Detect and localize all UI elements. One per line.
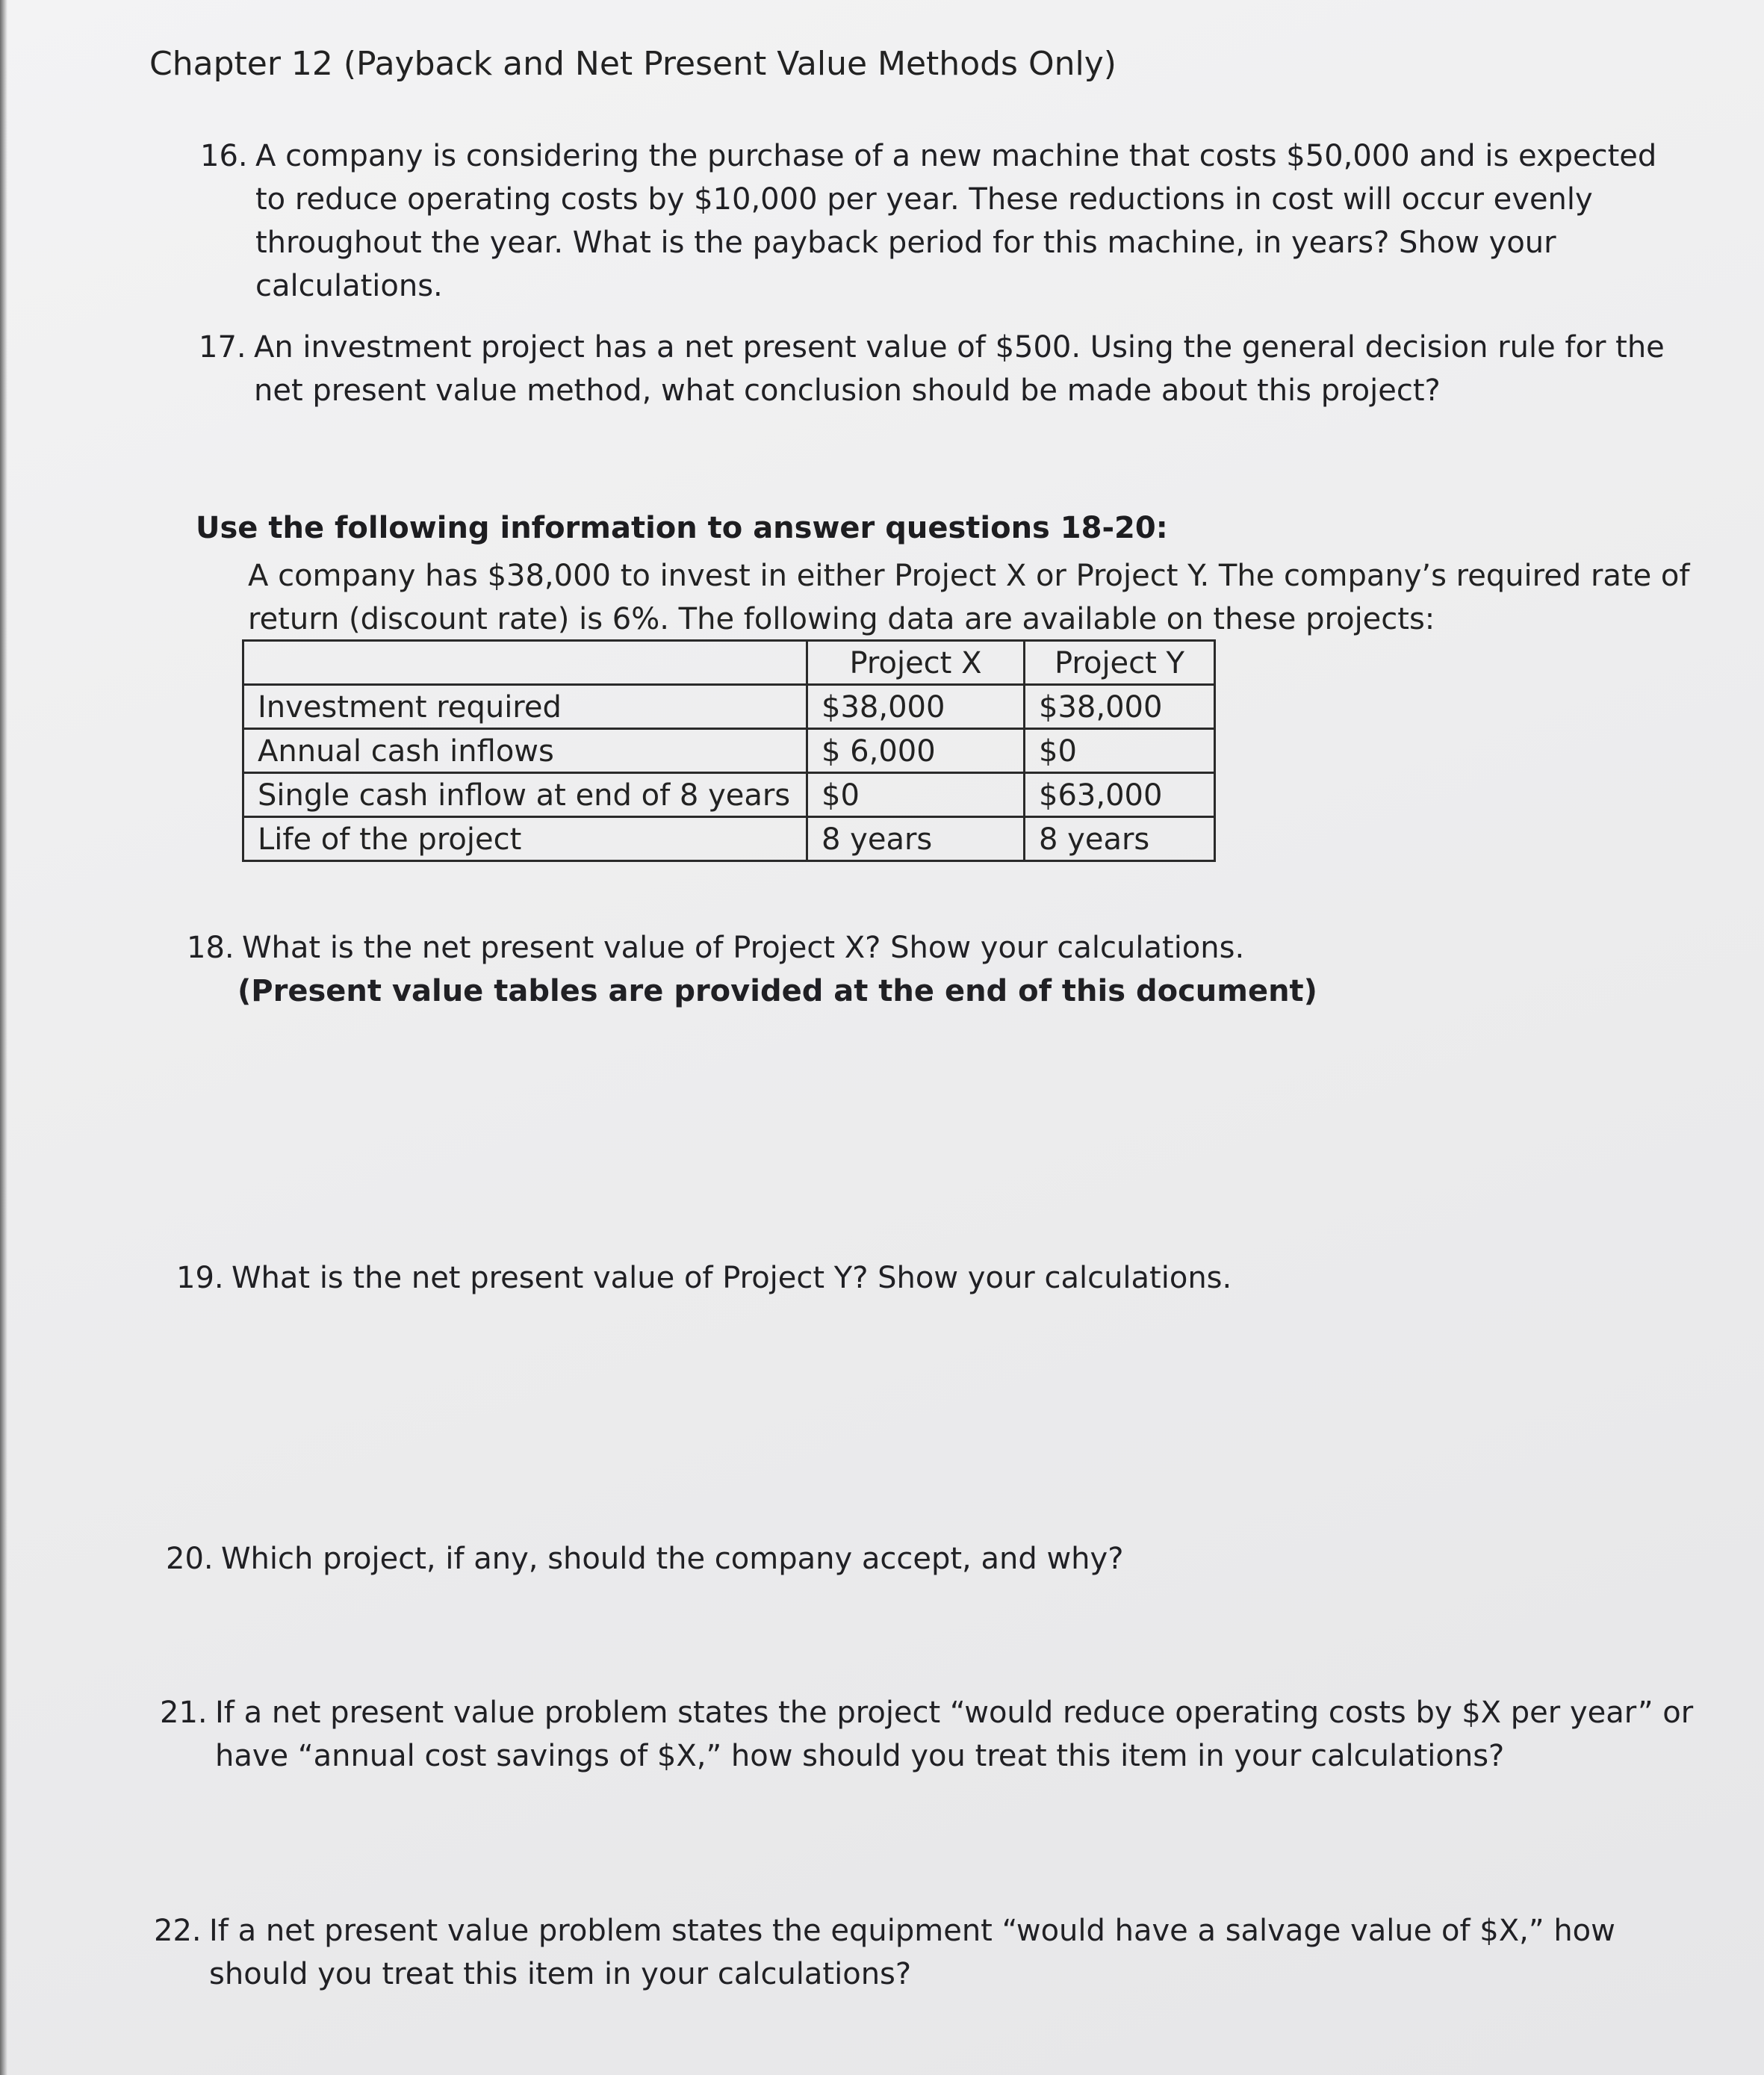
project-data-table (242, 639, 1216, 862)
question-19 (176, 1256, 1371, 1300)
table-row (243, 729, 1215, 773)
table-row (243, 773, 1215, 817)
table-row (243, 817, 1215, 861)
question-number: 17. (199, 330, 246, 365)
table-cell: $38,000 (1025, 685, 1215, 729)
question-number: 18. (187, 931, 235, 965)
table-header-cell (243, 641, 807, 685)
question-21 (160, 1691, 1698, 1778)
question-text: Which project, if any, should the company accept, and why? (221, 1542, 1124, 1576)
page-edge-shadow (0, 0, 7, 2075)
question-text: What is the net present value of Project Y? Show your calculations. (232, 1261, 1232, 1295)
question-text: If a net present value problem states the equipment “would have a salvage value of $X,” how should you treat this item in your calculations? (209, 1914, 1615, 1991)
table-header-cell: Project X (807, 641, 1025, 685)
question-text: What is the net present value of Project X? Show your calculations. (242, 931, 1245, 965)
question-text: An investment project has a net present value of $500. Using the general decision rule for the net present value method, what conclusion should be made about this project? (254, 330, 1665, 408)
info-heading: Use the following information to answer questions 18-20: (196, 511, 1168, 545)
question-number: 16. (200, 139, 248, 173)
question-17 (199, 326, 1685, 412)
question-number: 19. (176, 1261, 224, 1295)
question-number: 20. (166, 1542, 214, 1576)
question-22 (154, 1909, 1692, 1996)
table-cell: Life of the project (243, 817, 807, 861)
table-cell: $38,000 (807, 685, 1025, 729)
question-18 (187, 926, 1382, 1013)
question-number: 22. (154, 1914, 202, 1948)
present-value-tables-note: (Present value tables are provided at the end of this document) (237, 974, 1317, 1008)
question-16 (200, 134, 1686, 308)
table-cell: $0 (807, 773, 1025, 817)
table-cell: 8 years (1025, 817, 1215, 861)
table-cell: Investment required (243, 685, 807, 729)
question-text: If a net present value problem states the project “would reduce operating costs by $X per year” or have “annual cost savings of $X,” how should you treat this item in your calculations? (215, 1696, 1694, 1773)
table-header-cell: Project Y (1025, 641, 1215, 685)
info-text: A company has $38,000 to invest in either Project X or Project Y. The company’s required rate of return (discount rate) is 6%. The following data are available on these projects: (248, 559, 1690, 636)
chapter-title: Chapter 12 (Payback and Net Present Value Methods Only) (149, 45, 1117, 83)
table-cell: $ 6,000 (807, 729, 1025, 773)
table-cell: $63,000 (1025, 773, 1215, 817)
question-text: A company is considering the purchase of a new machine that costs $50,000 and is expected to reduce operating costs by $10,000 per year. These reductions in cost will occur evenly throughout the year. What is the payback period for this machine, in years? Show your calculations. (255, 139, 1657, 303)
table-row (243, 685, 1215, 729)
question-20 (166, 1537, 1361, 1581)
question-number: 21. (160, 1696, 208, 1730)
table-header-row (243, 641, 1215, 685)
table-cell: Single cash inflow at end of 8 years (243, 773, 807, 817)
table-cell: Annual cash inflows (243, 729, 807, 773)
table-cell: 8 years (807, 817, 1025, 861)
table-cell: $0 (1025, 729, 1215, 773)
